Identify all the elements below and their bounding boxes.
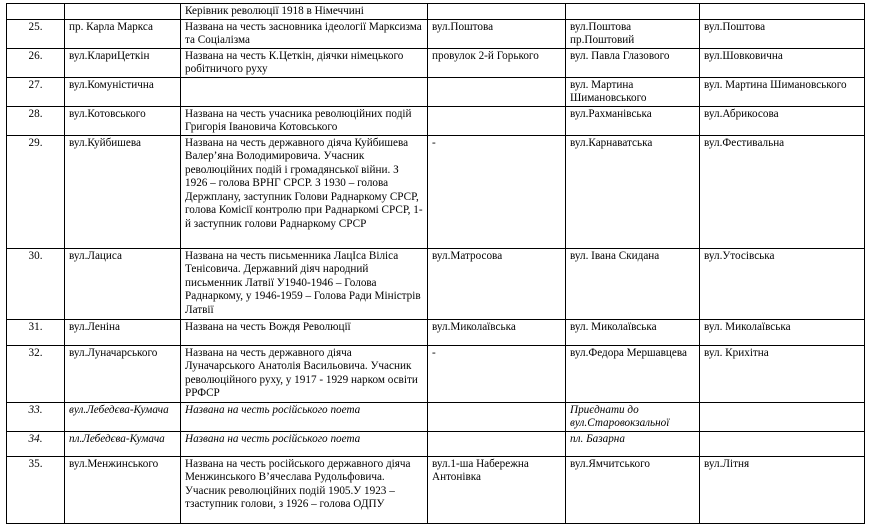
- cell-proposal-2: вул.Рахманівська: [566, 106, 700, 135]
- cell-street: вул.Леніна: [65, 319, 181, 345]
- cell-proposal-2: вул.Карнаватська: [566, 135, 700, 248]
- table-row: [7, 248, 865, 319]
- cell-reason: Названа на честь російського державного діяча Менжинського В’ячеслава Рудольфовича. Учасник революційних подій 1905.У 1923 – тзаступник голови, з 1926 – голова ОДПУ: [181, 456, 428, 523]
- cell-number: 31.: [7, 319, 65, 345]
- cell-reason: [181, 77, 428, 106]
- cell-proposal-1: [428, 4, 566, 20]
- cell-proposal-2: Приєднати до вул.Старовокзальної: [566, 402, 700, 431]
- cell-proposal-3: вул.Літня: [700, 456, 865, 523]
- cell-reason: Названа на честь державного діяча Куйбишева Валер’яна Володимировича. Учасник революційних подій і громадянської війни. З 1926 – голова ВРНГ СРСР. З 1930 – голова Держплану, заступник Голови Раднаркому СРСР, голова Комісії контролю при Раднаркомі СРСР, 1-й заступник голови Раднаркому СРСР: [181, 135, 428, 248]
- cell-proposal-3: вул. Крихітна: [700, 345, 865, 402]
- cell-proposal-1: [428, 77, 566, 106]
- table-row: [7, 456, 865, 523]
- cell-proposal-3: вул.Поштова: [700, 19, 865, 48]
- cell-proposal-1: [428, 106, 566, 135]
- cell-proposal-2: вул. Миколаївська: [566, 319, 700, 345]
- cell-proposal-1: вул.Поштова: [428, 19, 566, 48]
- table-row: [7, 135, 865, 248]
- cell-number: 29.: [7, 135, 65, 248]
- table-row: [7, 402, 865, 431]
- table-row: [7, 431, 865, 456]
- cell-number: 28.: [7, 106, 65, 135]
- cell-proposal-2: пл. Базарна: [566, 431, 700, 456]
- cell-reason: Названа на честь письменника ЛацІса Віліса Тенісовича. Державний діяч народний письменник Латвії У1940-1946 – Голова Раднаркому, у 1946-1959 – Голова Ради Міністрів Латвії: [181, 248, 428, 319]
- cell-proposal-2: вул. Павла Глазового: [566, 48, 700, 77]
- cell-number: 26.: [7, 48, 65, 77]
- cell-proposal-2: вул.Поштова пр.Поштовий: [566, 19, 700, 48]
- cell-reason: Названа на честь державного діяча Луначарського Анатолія Васильовича. Учасник революційного руху, у 1917 - 1929 нарком освіти РРФСР: [181, 345, 428, 402]
- cell-street: пл.Лебедєва-Кумача: [65, 431, 181, 456]
- cell-street: [65, 4, 181, 20]
- cell-proposal-1: -: [428, 345, 566, 402]
- cell-number: 34.: [7, 431, 65, 456]
- table-row: [7, 77, 865, 106]
- cell-street: вул.Куйбишева: [65, 135, 181, 248]
- cell-reason: Названа на честь учасника революційних подій Григорія Івановича Котовського: [181, 106, 428, 135]
- cell-proposal-2: вул.Ямчитського: [566, 456, 700, 523]
- cell-proposal-1: вул.Матросова: [428, 248, 566, 319]
- cell-number: 30.: [7, 248, 65, 319]
- cell-proposal-3: вул.Абрикосова: [700, 106, 865, 135]
- cell-proposal-3: вул.Утосівська: [700, 248, 865, 319]
- cell-proposal-3: вул. Мартина Шимановського: [700, 77, 865, 106]
- cell-reason: Названа на честь засновника ідеології Марксизма та Соціалізма: [181, 19, 428, 48]
- cell-number: 27.: [7, 77, 65, 106]
- cell-proposal-2: вул. Івана Скидана: [566, 248, 700, 319]
- cell-proposal-1: вул.Миколаївська: [428, 319, 566, 345]
- cell-proposal-2: вул.Федора Мершавцева: [566, 345, 700, 402]
- cell-street: вул.Лациса: [65, 248, 181, 319]
- cell-proposal-1: провулок 2-й Горького: [428, 48, 566, 77]
- table-row-fragment: [7, 4, 865, 20]
- cell-number: 25.: [7, 19, 65, 48]
- cell-street: вул.Луначарського: [65, 345, 181, 402]
- cell-number: 33.: [7, 402, 65, 431]
- cell-proposal-3: вул. Миколаївська: [700, 319, 865, 345]
- cell-reason: Керівник революції 1918 в Німеччині: [181, 4, 428, 20]
- cell-number: [7, 4, 65, 20]
- cell-number: 35.: [7, 456, 65, 523]
- table-row: [7, 345, 865, 402]
- street-renaming-table: [6, 3, 865, 524]
- cell-proposal-3: [700, 431, 865, 456]
- table-row: [7, 319, 865, 345]
- cell-reason: Названа на честь К.Цеткін, діячки німецького робітничого руху: [181, 48, 428, 77]
- cell-proposal-3: [700, 4, 865, 20]
- cell-street: вул.Котовського: [65, 106, 181, 135]
- cell-proposal-2: вул. Мартина Шимановського: [566, 77, 700, 106]
- cell-proposal-3: [700, 402, 865, 431]
- cell-proposal-1: [428, 402, 566, 431]
- cell-street: пр. Карла Маркса: [65, 19, 181, 48]
- cell-proposal-2: [566, 4, 700, 20]
- cell-street: вул.Комуністична: [65, 77, 181, 106]
- table-row: [7, 106, 865, 135]
- cell-proposal-1: -: [428, 135, 566, 248]
- cell-proposal-1: вул.1-ша Набережна Антонівка: [428, 456, 566, 523]
- cell-proposal-3: вул.Фестивальна: [700, 135, 865, 248]
- cell-reason: Названа на честь Вождя Революції: [181, 319, 428, 345]
- cell-street: вул.КлариЦеткін: [65, 48, 181, 77]
- cell-street: вул.Менжинського: [65, 456, 181, 523]
- cell-reason: Названа на честь російського поета: [181, 402, 428, 431]
- cell-street: вул.Лебедєва-Кумача: [65, 402, 181, 431]
- cell-reason: Названа на честь російського поета: [181, 431, 428, 456]
- cell-number: 32.: [7, 345, 65, 402]
- cell-proposal-3: вул.Шовковична: [700, 48, 865, 77]
- table-row: [7, 48, 865, 77]
- table-row: [7, 19, 865, 48]
- cell-proposal-1: [428, 431, 566, 456]
